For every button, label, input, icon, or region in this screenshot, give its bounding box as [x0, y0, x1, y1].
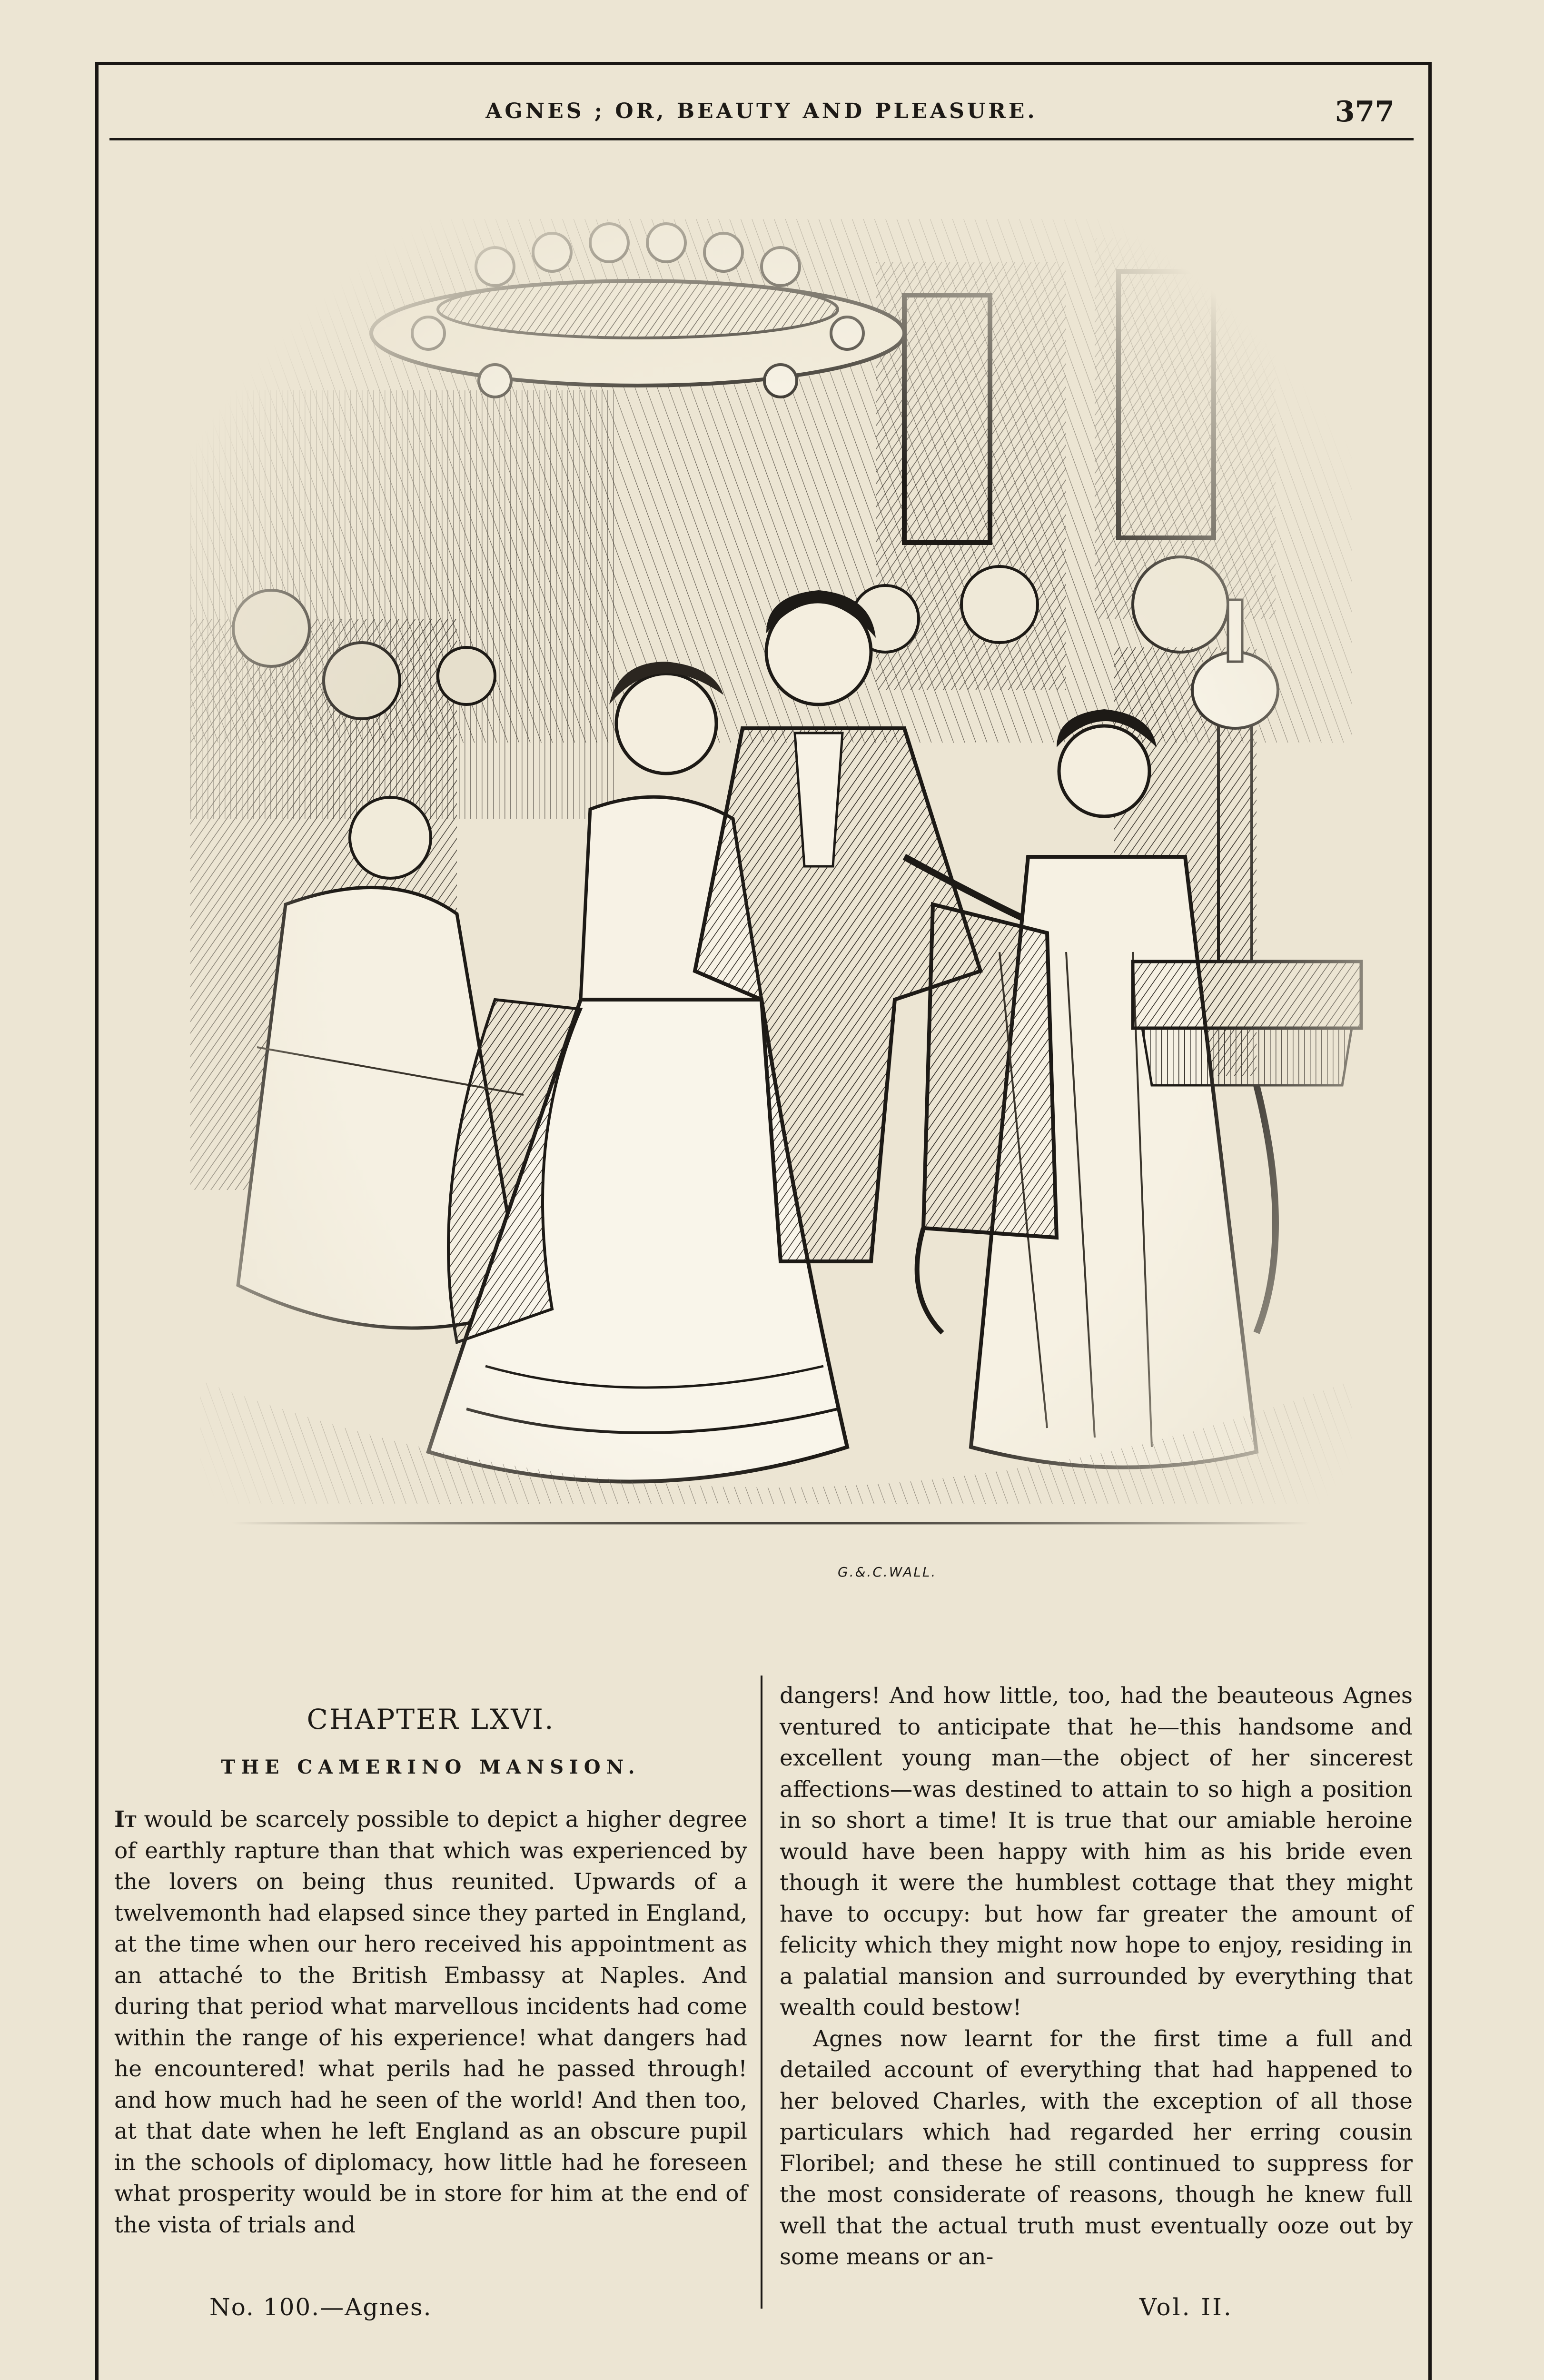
right-text-column [780, 1680, 1413, 2273]
page-number: 377 [1335, 95, 1395, 129]
running-title: AGNES ; OR, BEAUTY AND PLEASURE. [485, 99, 1038, 123]
left-paragraph-text: would be scarcely possible to depict a higher degree of earthly rapture than that which was experienced by the lovers on being thus reunited. Upwards of a twelvemonth had elapsed since they parted in England, at the time when our hero received his appointment as an attaché to the British Embassy at Naples. And during that period what marvellous incidents had come within the range of his experience! what dangers had he encountered! what perils had he passed through! and how much had he seen of the world! And then too, at that date when he left England as an obscure pupil in the schools of diplomacy, how little had he foreseen what prosperity would be in store for him at the end of the vista of trials and [114, 1806, 747, 2238]
right-paragraph-2: Agnes now learnt for the first time a full and detailed account of everything that had happened to her beloved Charles, with the exception of all those particulars which had regarded her erring cousin Floribel; and these he still continued to suppress for the most considerate of reasons, though he knew full well that the actual truth must eventually ooze out by some means or an- [780, 2025, 1413, 2270]
issue-signature: No. 100.—Agnes. [209, 2293, 432, 2321]
column-divider [761, 1676, 762, 2309]
running-head [109, 95, 1414, 140]
left-text-column [114, 1680, 747, 2241]
chapter-subtitle: THE CAMERINO MANSION. [221, 1756, 641, 1778]
ballroom-illustration [162, 190, 1380, 1585]
volume-signature: Vol. II. [1139, 2293, 1233, 2321]
engraving-drawing [162, 190, 1380, 1585]
opening-word: It [114, 1806, 137, 1833]
right-paragraph-1: dangers! And how little, too, had the beauteous Agnes ventured to anticipate that he—this handsome and excellent young man—the object of her sincerest affections—was destined to attain to so high a position in so short a time! It is true that our amiable heroine would have been happy with him as his bride even though it were the humblest cottage that they might have to occupy: but how far greater the amount of felicity which they might now hope to enjoy, residing in a palatial mansion and surrounded by everything that wealth could bestow! [780, 1683, 1413, 2021]
chapter-heading: CHAPTER LXVI. [307, 1703, 555, 1735]
left-paragraph [114, 1804, 747, 2241]
engraver-signature: G.&.C.WALL. [838, 1564, 937, 1580]
